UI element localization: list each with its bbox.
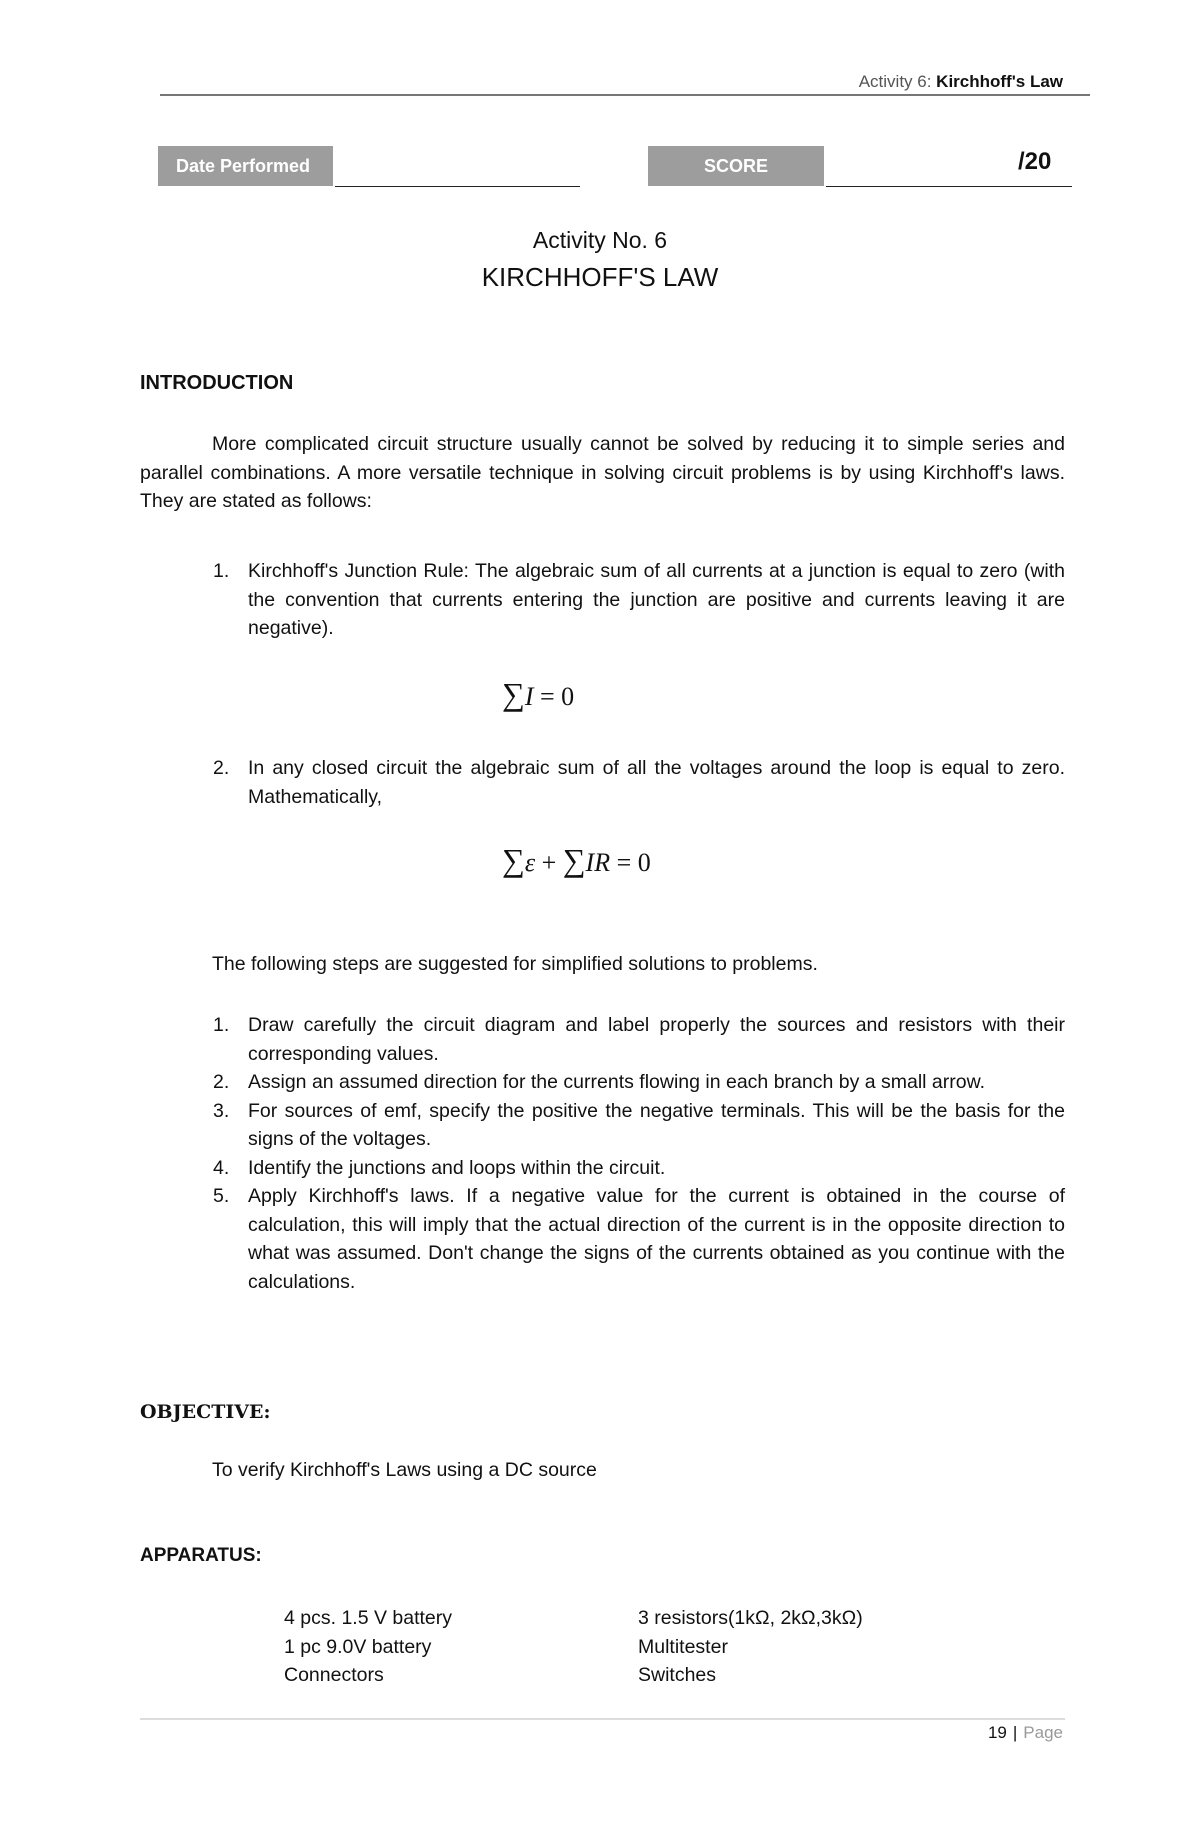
page-number: 19: [987, 1723, 1007, 1742]
formula-variable: IR: [585, 848, 611, 877]
running-header-topic: Kirchhoff's Law: [936, 72, 1063, 91]
list-item: [205, 1068, 1065, 1097]
list-item: Multitester: [638, 1635, 728, 1658]
objective-heading: OBJECTIVE:: [140, 1401, 271, 1423]
list-item: Switches: [638, 1664, 717, 1686]
junction-rule-formula: [502, 676, 574, 713]
list-text: In any closed circuit the algebraic sum of all the voltages around the loop is equal to zero. Mathematically,: [248, 757, 1065, 808]
running-header-prefix: Activity 6:: [858, 72, 937, 91]
list-text: Kirchhoff's Junction Rule: The algebraic sum of all currents at a junction is equal to zero (with the convention that currents entering the junction are positive and currents leaving it are negative).: [248, 560, 1065, 639]
list-number: 2.: [213, 757, 230, 779]
list-text: For sources of emf, specify the positive the negative terminals. This will be the basis for the signs of the voltages.: [248, 1099, 1065, 1150]
sigma-symbol: ∑: [502, 842, 525, 878]
introduction-heading: INTRODUCTION: [140, 372, 294, 394]
objective-text: To verify Kirchhoff's Laws using a DC source: [212, 1459, 597, 1481]
list-item: 4 pcs. 1.5 V battery: [284, 1607, 453, 1629]
apparatus-heading: APPARATUS:: [140, 1545, 262, 1566]
list-item: [205, 557, 1065, 643]
formula-variable: ε: [524, 848, 536, 877]
list-text: Draw carefully the circuit diagram and label properly the sources and resistors with their corresponding values.: [248, 1014, 1065, 1065]
list-text: Identify the junctions and loops within the circuit.: [248, 1156, 666, 1179]
steps-list: [205, 1011, 1065, 1296]
list-text: Assign an assumed direction for the currents flowing in each branch by a small arrow.: [248, 1071, 986, 1093]
list-item: [205, 1097, 1065, 1154]
page-footer: [988, 1723, 1063, 1743]
sigma-symbol: ∑: [562, 842, 586, 878]
list-item: Connectors: [284, 1664, 384, 1686]
list-item: [205, 754, 1065, 811]
header-rule: [160, 94, 1090, 96]
list-number: 3.: [213, 1099, 230, 1122]
list-text: Apply Kirchhoff's laws. If a negative value for the current is obtained in the course of calculation, this will imply that the actual direction of the current is in the opposite direction to what was assumed. Don't change the signs of the currents obtained as you continue with the calculations.: [248, 1185, 1065, 1293]
footer-separator: |: [1012, 1723, 1018, 1742]
list-item: 3 resistors(1kΩ, 2kΩ,3kΩ): [638, 1607, 863, 1629]
sigma-symbol: ∑: [502, 676, 525, 712]
loop-rule-formula: [502, 842, 651, 879]
formula-plus: +: [535, 848, 563, 877]
list-number: 1.: [213, 560, 230, 582]
apparatus-list: [284, 1604, 938, 1690]
activity-number: Activity No. 6: [532, 227, 668, 253]
page-label: Page: [1023, 1723, 1063, 1742]
running-header: [859, 72, 1063, 92]
list-number: 5.: [213, 1185, 230, 1207]
page-title: KIRCHHOFF'S LAW: [481, 262, 719, 292]
list-item: [205, 1154, 1065, 1183]
formula-rest: = 0: [610, 848, 651, 877]
list-item: [205, 1011, 1065, 1068]
date-performed-field[interactable]: [335, 186, 580, 187]
list-number: 1.: [213, 1014, 230, 1036]
list-item: [205, 1182, 1065, 1296]
list-item: 1 pc 9.0V battery: [284, 1635, 432, 1658]
law-1: [205, 557, 1065, 643]
score-label: SCORE: [648, 146, 824, 186]
law-2: [205, 754, 1065, 811]
introduction-text: More complicated circuit structure usually cannot be solved by reducing it to simple series and parallel combinations. A more versatile technique in solving circuit problems is by using Kirchhoff's laws. They are stated as follows:: [140, 433, 1065, 512]
formula-variable: I: [524, 682, 534, 711]
score-total: /20: [1018, 148, 1052, 175]
introduction-paragraph: [140, 430, 1065, 516]
formula-rest: = 0: [533, 682, 575, 711]
list-number: 2.: [213, 1071, 230, 1093]
list-number: 4.: [213, 1156, 230, 1179]
steps-intro: The following steps are suggested for simplified solutions to problems.: [212, 953, 818, 975]
footer-rule: [140, 1718, 1065, 1720]
score-field[interactable]: [826, 186, 1072, 187]
date-performed-label: Date Performed: [158, 146, 333, 186]
